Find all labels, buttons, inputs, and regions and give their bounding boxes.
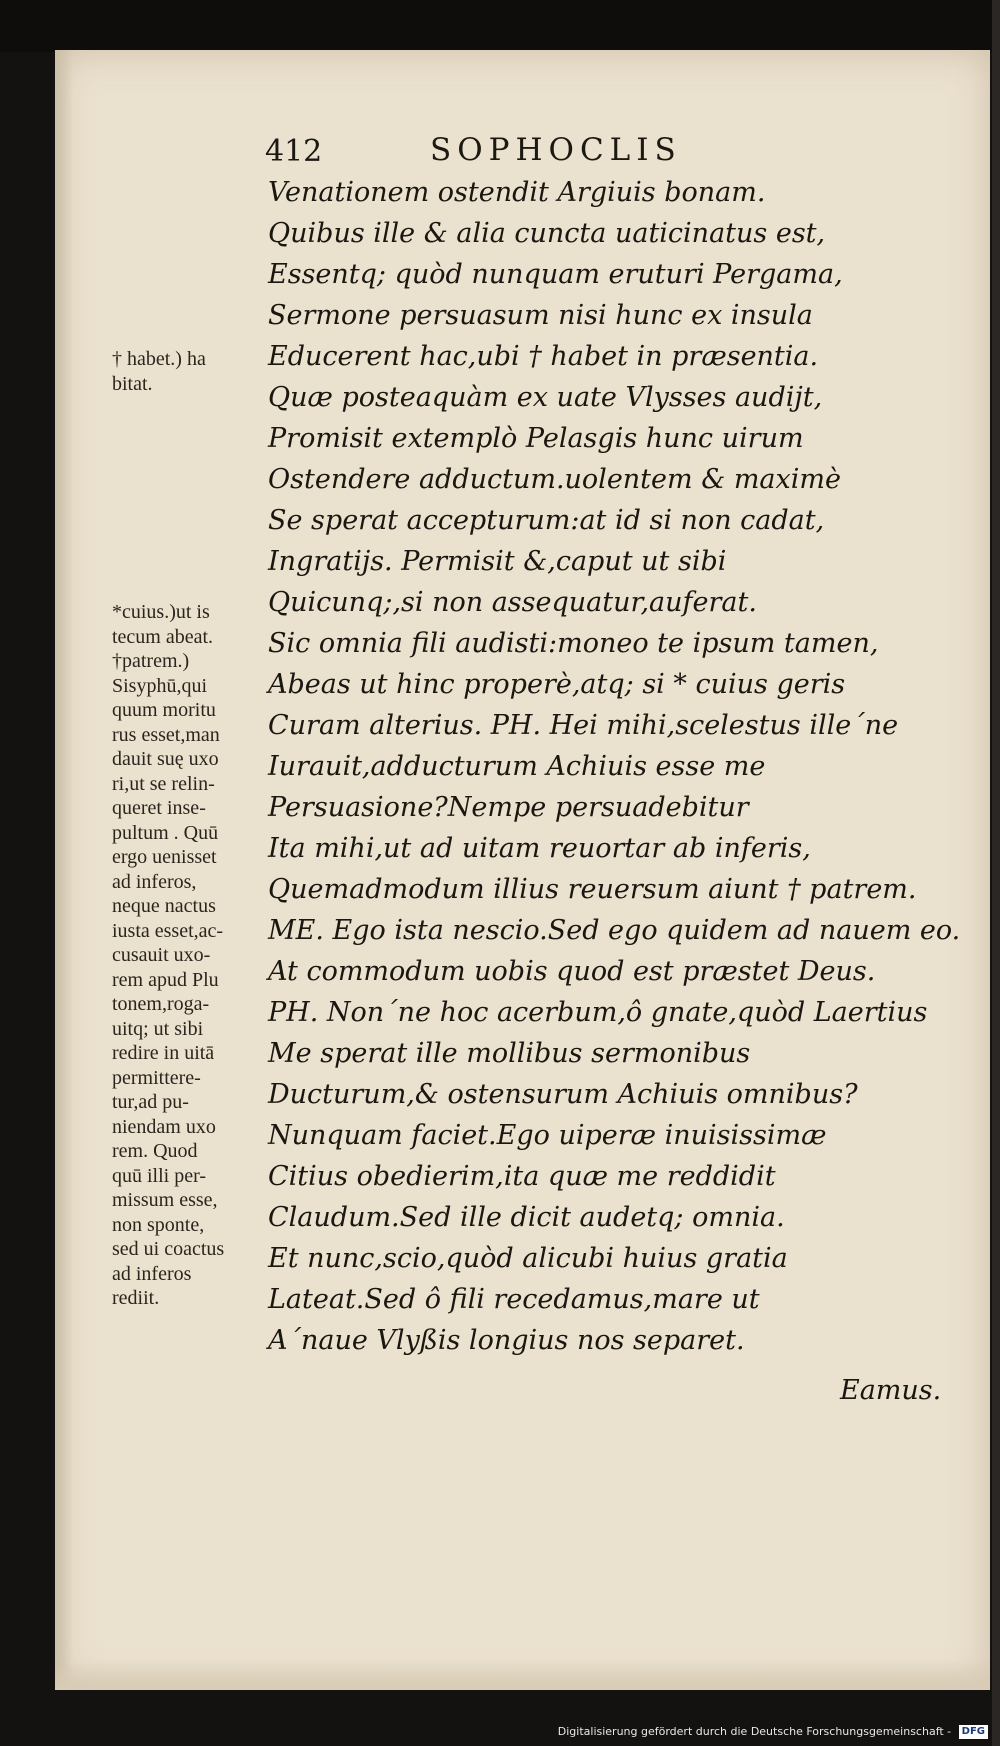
marginal-line: †patrem.) [112,650,190,672]
marginal-line: cusauit uxo- [112,944,211,966]
catchword: Eamus. [840,1375,942,1406]
verse-line: Essentq; quòd nunquam eruturi Pergama, [268,259,843,290]
marginal-line: neque nactus [112,895,216,917]
verse-line: Se sperat accepturum:at id si non cadat, [268,505,825,536]
marginal-line: ri,ut se relin- [112,772,215,795]
marginal-line: bitat. [112,372,153,395]
marginal-line: sed ui coactus [112,1238,225,1260]
verse-line: Curam alterius. PH. Hei mihi,scelestus ille´ne [268,710,899,741]
running-title: SOPHOCLIS [430,132,682,168]
verse-line: Sic omnia fili audisti:moneo te ipsum tamen, [268,628,879,659]
marginal-line: tecum abeat. [112,625,214,648]
verse-line: PH. Non´ne hoc acerbum,ô gnate,quòd Laertius [268,997,928,1028]
verse-line: At commodum uobis quod est præstet Deus. [268,956,876,987]
verse-line: Ducturum,& ostensurum Achiuis omnibus? [268,1079,858,1110]
verse-line: Iurauit,adducturum Achiuis esse me [268,751,766,782]
page-number: 412 [265,134,323,169]
marginal-line: quum moritu [112,699,216,721]
marginal-line: ad inferos, [112,870,197,893]
marginal-line: † habet.) ha [112,348,206,370]
marginal-line: *cuius.)ut is [112,601,210,623]
verse-line: Et nunc,scio,quòd alicubi huius gratia [268,1243,788,1274]
marginal-line: iusta esset,ac- [112,919,224,942]
marginal-line: rem. Quod [112,1140,198,1162]
verse-line: Persuasione?Nempe persuadebitur [268,792,749,823]
marginal-line: missum esse, [112,1189,218,1211]
verse-line: Ostendere adductum.uolentem & maximè [268,464,841,495]
verse-line: ME. Ego ista nescio.Sed ego quidem ad nauem eo. [268,915,961,946]
verse-line: Quibus ille & alia cuncta uaticinatus est, [268,218,826,249]
verse-line: Ita mihi,ut ad uitam reuortar ab inferis, [268,833,811,864]
marginal-line: redire in uitā [112,1042,215,1064]
marginal-line: pultum . Quū [112,821,219,844]
running-head [265,132,785,172]
verse-line: Citius obedierim,ita quæ me reddidit [268,1161,776,1192]
verse-line: Nunquam faciet.Ego uiperæ inuisissimæ [268,1120,827,1151]
verse-line: Sermone persuasum nisi hunc ex insula [268,300,813,331]
scan-top-border [0,0,1000,52]
marginal-line: rus esset,man [112,723,220,746]
scan-right-border [992,0,1000,1746]
verse-text [268,172,961,1361]
marginal-line: quū illi per- [112,1164,207,1187]
marginal-line: uitq; ut sibi [112,1017,204,1040]
verse-line: Quicunq;,si non assequatur,auferat. [268,587,757,618]
marginal-line: rem apud Plu [112,968,219,991]
marginal-line: dauit suę uxo [112,748,219,770]
digitization-credit [558,1720,988,1744]
verse-line: Claudum.Sed ille dicit audetq; omnia. [268,1202,785,1233]
verse-line: Abeas ut hinc properè,atq; si * cuius geris [268,669,846,700]
marginal-line: ergo uenisset [112,846,217,868]
verse-line: Venationem ostendit Argiuis bonam. [268,177,766,208]
verse-line: Me sperat ille mollibus sermonibus [268,1038,751,1069]
marginal-line: Sisyphū,qui [112,674,208,697]
marginal-line: ad inferos [112,1262,192,1285]
verse-line: Quæ posteaquàm ex uate Vlysses audijt, [268,382,823,413]
dfg-logo: DFG [959,1725,988,1739]
marginal-line: niendam uxo [112,1115,216,1138]
marginal-line: non sponte, [112,1213,205,1236]
marginal-line: permittere- [112,1066,201,1089]
page-edge-shadow [55,50,73,1690]
marginal-line: tur,ad pu- [112,1091,189,1113]
verse-line: Educerent hac,ubi † habet in præsentia. [268,341,819,372]
verse-line: Quemadmodum illius reuersum aiunt † patrem. [268,874,917,905]
verse-line: Lateat.Sed ô fili recedamus,mare ut [268,1284,760,1315]
marginal-note-cuius [112,600,262,1311]
page-bottom-shadow [55,1660,990,1690]
marginal-line: rediit. [112,1287,160,1309]
verse-line: Promisit extemplò Pelasgis hunc uirum [268,423,804,454]
marginal-line: tonem,roga- [112,993,210,1015]
marginal-note-habet [112,347,262,396]
marginal-line: queret inse- [112,797,206,819]
verse-line: A´naue Vlyßis longius nos separet. [268,1325,745,1356]
credit-text: Digitalisierung gefördert durch die Deutsche Forschungsgemeinschaft - [557,1725,952,1738]
verse-line: Ingratijs. Permisit &,caput ut sibi [268,546,727,577]
